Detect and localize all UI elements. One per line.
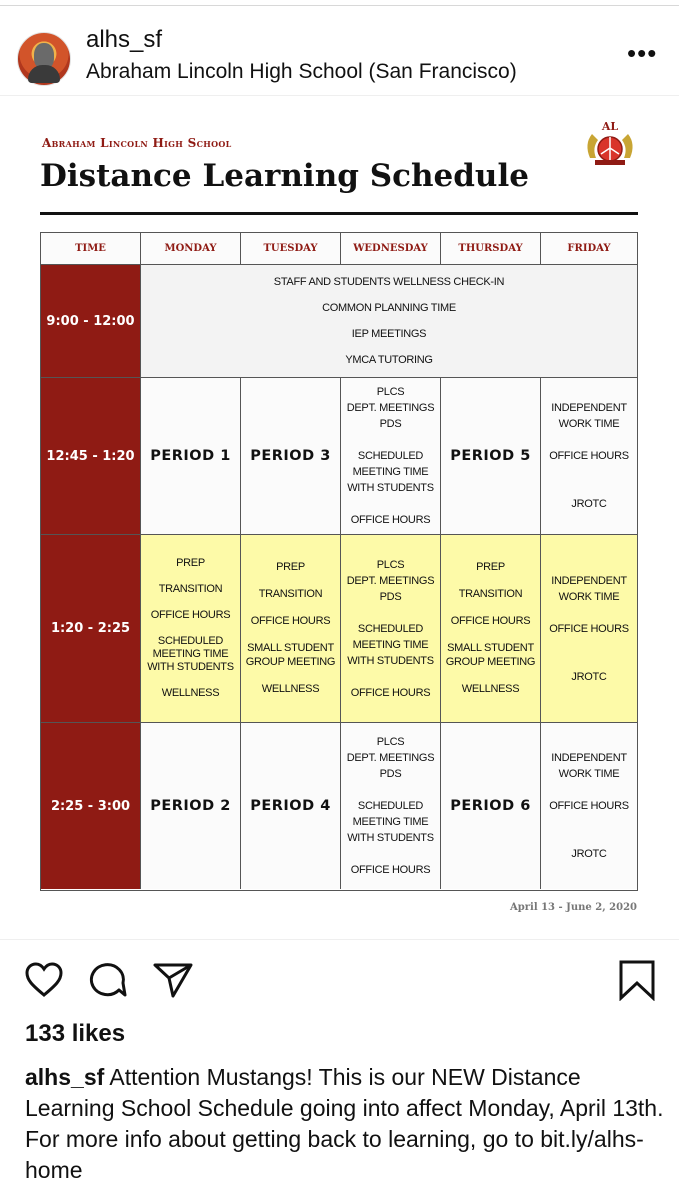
cell-line — [588, 653, 591, 669]
cell-line: PDS — [379, 418, 402, 430]
cell-line: GROUP MEETING — [245, 655, 336, 668]
cell-line — [588, 480, 591, 496]
cell-line — [289, 575, 292, 589]
avatar-body — [28, 65, 60, 83]
tuesday-cell — [241, 535, 341, 723]
comment-icon[interactable] — [88, 961, 128, 999]
location[interactable]: Abraham Lincoln High School (San Francisco) — [86, 60, 517, 83]
action-bar — [0, 955, 679, 1009]
cell-line — [289, 602, 292, 616]
period-cell: PERIOD 1 — [141, 378, 241, 535]
cell-line: WORK TIME — [558, 590, 620, 603]
cell-line — [189, 622, 192, 635]
cell-line: DEPT. MEETINGS — [346, 752, 435, 764]
cell-line — [588, 637, 591, 653]
title-divider — [40, 212, 638, 215]
cell-line: PREP — [276, 561, 305, 573]
cell-line: JROTC — [571, 670, 607, 683]
cell-line — [588, 605, 591, 621]
cell-line: OFFICE HOURS — [250, 615, 331, 627]
cell-line: SCHEDULED — [357, 622, 424, 635]
cell-line — [489, 602, 492, 616]
header-tuesday: TUESDAY — [241, 233, 341, 265]
period-cell: PERIOD 6 — [441, 723, 541, 889]
cell-line: GROUP MEETING — [445, 655, 536, 668]
post-header — [0, 8, 679, 92]
cell-line: PREP — [476, 561, 505, 573]
cell-line — [489, 669, 492, 683]
cell-line: SMALL STUDENT — [247, 642, 334, 654]
merged-morning-cell — [141, 265, 637, 378]
avatar[interactable] — [17, 32, 71, 86]
cell-line — [489, 575, 492, 589]
cell-line: YMCA TUTORING — [345, 354, 433, 366]
cell-line: SCHEDULED — [357, 450, 424, 462]
wednesday-cell — [341, 378, 441, 535]
cell-line: INDEPENDENT — [551, 752, 627, 764]
header-thursday: THURSDAY — [441, 233, 541, 265]
cell-line: JROTC — [571, 498, 607, 510]
likes-count[interactable]: 133 likes — [25, 1020, 126, 1047]
top-divider — [0, 0, 679, 6]
cell-line — [289, 629, 292, 643]
header-wednesday: WEDNESDAY — [341, 233, 441, 265]
monday-cell — [141, 535, 241, 723]
cell-line — [389, 432, 392, 448]
cell-line: TRANSITION — [458, 588, 523, 600]
cell-line: MEETING TIME — [352, 816, 429, 828]
cell-line: OFFICE HOURS — [549, 450, 629, 462]
more-icon[interactable]: ••• — [627, 38, 658, 68]
username[interactable]: alhs_sf — [86, 26, 163, 53]
header-friday: FRIDAY — [541, 233, 637, 265]
cell-line: STAFF AND STUDENTS WELLNESS CHECK-IN — [273, 276, 505, 288]
time-cell: 9:00 - 12:00 — [41, 265, 141, 378]
cell-line: DEPT. MEETINGS — [346, 402, 435, 414]
cell-line: SCHEDULED — [357, 800, 424, 812]
cell-line: WELLNESS — [261, 682, 320, 695]
cell-line — [389, 846, 392, 862]
cell-line: INDEPENDENT — [551, 402, 627, 414]
logo-text: AL — [601, 120, 619, 133]
cell-line: TRANSITION — [158, 583, 223, 595]
schedule-table — [40, 232, 638, 891]
wednesday-cell — [341, 723, 441, 889]
cell-line: DEPT. MEETINGS — [346, 574, 435, 587]
period-cell: PERIOD 4 — [241, 723, 341, 889]
bookmark-icon[interactable] — [617, 959, 657, 1001]
friday-cell — [541, 378, 637, 535]
cell-line — [588, 432, 591, 448]
header-monday: MONDAY — [141, 233, 241, 265]
cell-line — [289, 669, 292, 683]
period-cell: PERIOD 3 — [241, 378, 341, 535]
cell-line: PLCS — [376, 558, 405, 571]
cell-line — [189, 596, 192, 609]
cell-line: PLCS — [376, 386, 405, 398]
cell-line: PDS — [379, 768, 402, 780]
cell-line: MEETING TIME — [152, 648, 229, 660]
cell-line: OFFICE HOURS — [150, 609, 231, 621]
time-cell: 2:25 - 3:00 — [41, 723, 141, 889]
cell-line: INDEPENDENT — [551, 574, 627, 587]
schedule-title: Distance Learning Schedule — [40, 158, 529, 194]
cell-line — [489, 629, 492, 643]
cell-line — [389, 669, 392, 685]
thursday-cell — [441, 535, 541, 723]
cell-line: OFFICE HOURS — [350, 686, 431, 699]
cell-line — [389, 605, 392, 621]
cell-line: WITH STUDENTS — [347, 482, 434, 494]
cell-line: WORK TIME — [558, 418, 620, 430]
caption-username[interactable]: alhs_sf — [25, 1064, 105, 1090]
cell-line: PREP — [176, 557, 205, 569]
cell-line — [189, 570, 192, 583]
post-image[interactable] — [0, 95, 679, 940]
cell-line: WORK TIME — [558, 768, 620, 780]
cell-line: TRANSITION — [258, 588, 323, 600]
friday-cell — [541, 535, 637, 723]
cell-line — [588, 830, 591, 846]
cell-line: WITH STUDENTS — [347, 832, 434, 844]
friday-cell — [541, 723, 637, 889]
time-cell: 12:45 - 1:20 — [41, 378, 141, 535]
cell-line: OFFICE HOURS — [350, 514, 431, 526]
cell-line — [588, 464, 591, 480]
cell-line: WELLNESS — [461, 682, 520, 695]
date-range: April 13 - June 2, 2020 — [510, 902, 637, 913]
cell-line: SCHEDULED — [157, 635, 224, 647]
heart-icon[interactable] — [24, 961, 64, 999]
cell-line — [389, 782, 392, 798]
header-time: TIME — [41, 233, 141, 265]
cell-line — [189, 674, 192, 687]
cell-line: OFFICE HOURS — [450, 615, 531, 627]
school-name: Abraham Lincoln High School — [42, 136, 232, 150]
cell-line: WITH STUDENTS — [347, 654, 434, 667]
cell-line: PDS — [379, 590, 402, 603]
cell-line: MEETING TIME — [352, 638, 429, 651]
cell-line: WELLNESS — [161, 687, 220, 699]
time-cell: 1:20 - 2:25 — [41, 535, 141, 723]
period-cell: PERIOD 5 — [441, 378, 541, 535]
period-cell: PERIOD 2 — [141, 723, 241, 889]
caption — [25, 1062, 665, 1186]
cell-line — [588, 782, 591, 798]
cell-line: MEETING TIME — [352, 466, 429, 478]
cell-line: SMALL STUDENT — [447, 642, 534, 654]
wednesday-cell — [341, 535, 441, 723]
school-logo — [580, 118, 640, 168]
cell-line: OFFICE HOURS — [350, 864, 431, 876]
cell-line — [588, 814, 591, 830]
cell-line: JROTC — [571, 848, 607, 860]
cell-line: PLCS — [376, 736, 405, 748]
cell-line: COMMON PLANNING TIME — [322, 302, 456, 314]
cell-line — [389, 496, 392, 512]
cell-line: OFFICE HOURS — [549, 800, 629, 812]
cell-line: IEP MEETINGS — [351, 328, 427, 340]
share-icon[interactable] — [152, 961, 194, 999]
cell-line: WITH STUDENTS — [147, 661, 234, 673]
caption-text: Attention Mustangs! This is our NEW Distance Learning School Schedule going into affect Monday, April 13th. For more info about getting back to learning, go to bit.ly/alhs-home — [25, 1064, 664, 1183]
cell-line: OFFICE HOURS — [549, 622, 629, 635]
